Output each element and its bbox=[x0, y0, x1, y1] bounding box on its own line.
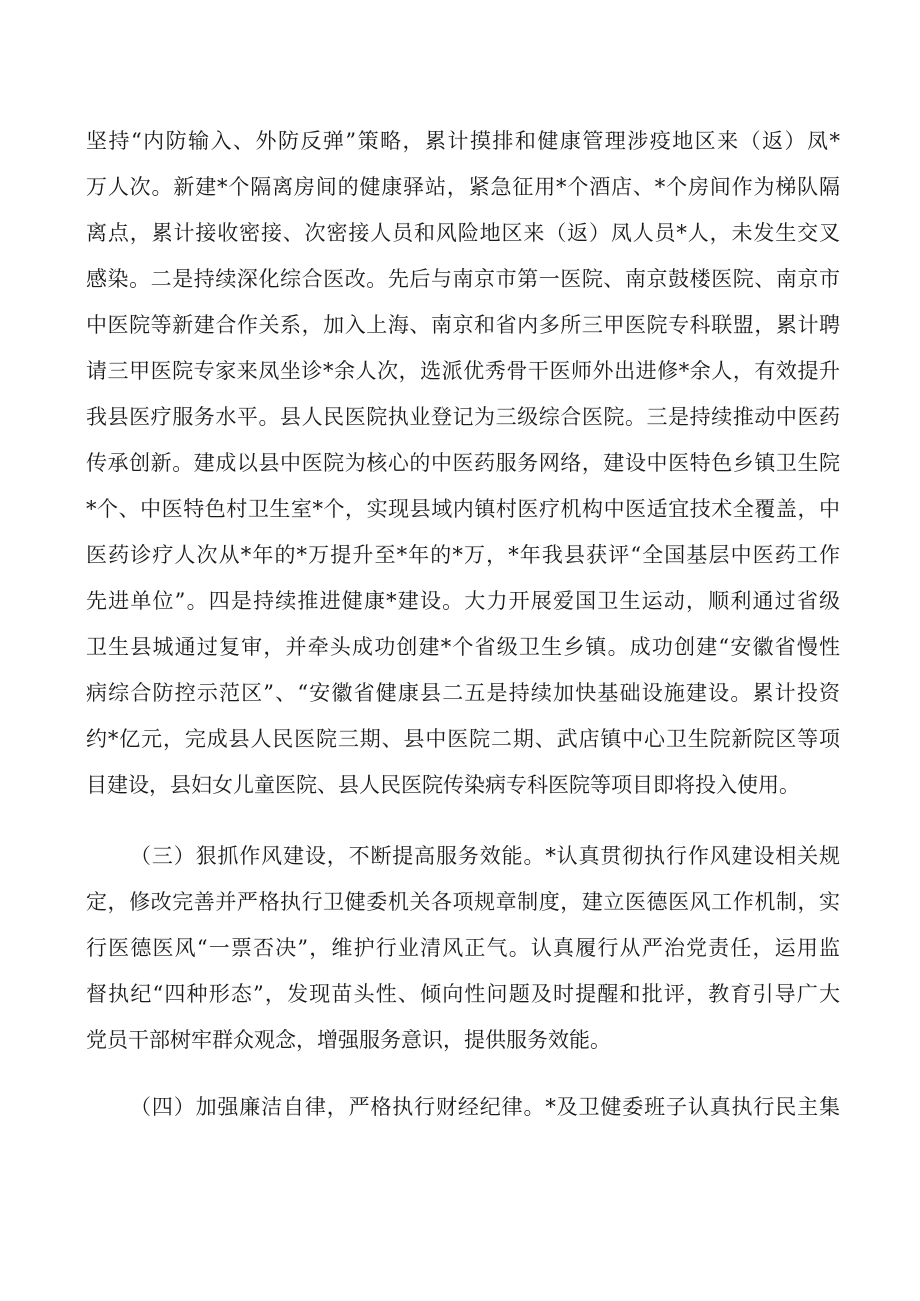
text-line: 万人次。新建*个隔离房间的健康驿站，紧急征用*个酒店、*个房间作为梯队隔 bbox=[86, 175, 840, 199]
text-line: 督执纪“四种形态”，发现苗头性、倾向性问题及时提醒和批评，教育引导广大 bbox=[86, 982, 840, 1006]
text-line: 我县医疗服务水平。县人民医院执业登记为三级综合医院。三是持续推动中医药 bbox=[86, 405, 840, 429]
text-line: （三）狠抓作风建设，不断提高服务效能。*认真贯彻执行作风建设相关规 bbox=[130, 844, 840, 868]
text-line: 坚持“内防输入、外防反弹”策略，累计摸排和健康管理涉疫地区来（返）凤* bbox=[86, 129, 840, 153]
text-line: 请三甲医院专家来凤坐诊*余人次，选派优秀骨干医师外出进修*余人，有效提升 bbox=[86, 359, 840, 383]
text-line: 约*亿元，完成县人民医院三期、县中医院二期、武店镇中心卫生院新院区等项 bbox=[86, 727, 840, 751]
text-line: 感染。二是持续深化综合医改。先后与南京市第一医院、南京鼓楼医院、南京市 bbox=[86, 267, 840, 291]
text-line: 目建设，县妇女儿童医院、县人民医院传染病专科医院等项目即将投入使用。 bbox=[86, 773, 800, 797]
text-line: 党员干部树牢群众观念，增强服务意识，提供服务效能。 bbox=[86, 1028, 611, 1052]
text-line: 行医德医风“一票否决”，维护行业清风正气。认真履行从严治党责任，运用监 bbox=[86, 936, 840, 960]
text-line: 先进单位”。四是持续推进健康*建设。大力开展爱国卫生运动，顺利通过省级 bbox=[86, 589, 840, 613]
text-line: 医药诊疗人次从*年的*万提升至*年的*万，*年我县获评“全国基层中医药工作 bbox=[86, 543, 840, 567]
text-line: （四）加强廉洁自律，严格执行财经纪律。*及卫健委班子认真执行民主集 bbox=[130, 1095, 840, 1119]
text-line: 传承创新。建成以县中医院为核心的中医药服务网络，建设中医特色乡镇卫生院 bbox=[86, 451, 840, 475]
text-line: 离点，累计接收密接、次密接人员和风险地区来（返）凤人员*人，未发生交叉 bbox=[86, 221, 840, 245]
text-line: 卫生县城通过复审，并牵头成功创建*个省级卫生乡镇。成功创建“安徽省慢性 bbox=[86, 635, 840, 659]
text-line: 病综合防控示范区”、“安徽省健康县二五是持续加快基础设施建设。累计投资 bbox=[86, 681, 840, 705]
text-line: 中医院等新建合作关系，加入上海、南京和省内多所三甲医院专科联盟，累计聘 bbox=[86, 313, 840, 337]
text-line: *个、中医特色村卫生室*个，实现县域内镇村医疗机构中医适宜技术全覆盖，中 bbox=[86, 497, 840, 521]
text-line: 定，修改完善并严格执行卫健委机关各项规章制度，建立医德医风工作机制，实 bbox=[86, 890, 840, 914]
